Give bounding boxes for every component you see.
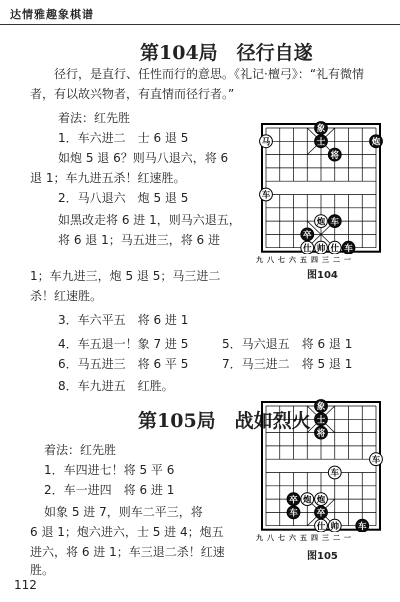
xiangqi-board-104 <box>258 120 384 254</box>
piece-label: 仕 <box>302 243 312 254</box>
piece-label: 卒 <box>302 230 312 241</box>
header-rule <box>0 24 400 25</box>
piece-label: 车 <box>289 508 298 519</box>
piece-label: 将 <box>316 428 326 439</box>
game-104-title: 第104局 径行自遂 <box>140 42 313 64</box>
game-104-move-4: 4．车五退一！象 7 进 5 <box>58 337 189 351</box>
piece-label: 炮 <box>316 217 326 228</box>
figure-105-label: 图105 <box>307 551 338 562</box>
figure-104-label: 图104 <box>307 270 338 281</box>
piece-label: 士 <box>316 415 326 426</box>
piece-label: 车 <box>371 455 381 466</box>
game-104-note-1a: 如炮 5 退 6？则马八退六，将 6 <box>58 151 229 165</box>
game-104-move-8: 8．车九进五 红胜。 <box>58 379 174 393</box>
page-number: 112 <box>14 578 37 592</box>
game-104-move-5: 5．马六退五 将 6 退 1 <box>222 337 353 351</box>
board-105 <box>258 398 384 532</box>
board-105-file-labels: 九八七六五四三二一 <box>256 534 355 542</box>
game-104-result: 着法：红先胜 <box>58 111 131 125</box>
piece-label: 将 <box>330 150 340 161</box>
game-104-intro: 径行，是直行、任性而行的意思。《礼记·檀弓》：“礼有微情者，有以故兴物者，有直情而径行者。” <box>30 67 365 101</box>
game-105-note-1d: 胜。 <box>30 563 55 577</box>
game-104-move-7: 7．马三进二 将 5 退 1 <box>222 357 353 371</box>
piece-label: 车 <box>330 468 340 479</box>
piece-label: 象 <box>316 124 326 135</box>
game-105-note-1b: 6 退 1；炮六进六，士 5 进 4；炮五 <box>30 525 224 539</box>
xiangqi-board-105 <box>258 398 384 532</box>
game-105-move-2: 2．车一进四 将 6 进 1 <box>44 483 175 497</box>
game-104-move-3: 3．车六平五 将 6 进 1 <box>58 313 189 327</box>
piece-label: 车 <box>261 190 271 201</box>
board-104-file-labels: 九八七六五四三二一 <box>256 256 355 264</box>
game-104-move-6: 6．马五进三 将 6 平 5 <box>58 357 189 371</box>
piece-label: 帅 <box>330 521 340 532</box>
game-105-note-1a: 如象 5 进 7，则车二平三，将 <box>44 505 203 519</box>
game-105-result: 着法：红先胜 <box>44 443 117 457</box>
piece-label: 帅 <box>316 243 326 254</box>
board-104 <box>258 120 384 254</box>
game-105-move-1: 1．车四进七！将 5 平 6 <box>44 463 175 477</box>
piece-label: 卒 <box>316 508 326 519</box>
game-104-note-2c: 杀！红速胜。 <box>30 289 103 303</box>
piece-label: 炮 <box>371 137 381 148</box>
piece-label: 马 <box>261 137 271 148</box>
game-104-move-2: 2．马八退六 炮 5 退 5 <box>58 191 189 205</box>
game-105-title: 第105局 战如烈火 <box>138 410 311 432</box>
piece-label: 象 <box>316 402 326 413</box>
piece-label: 士 <box>316 137 326 148</box>
piece-label: 车 <box>330 217 340 228</box>
piece-label: 炮 <box>302 495 312 506</box>
piece-label: 卒 <box>289 495 298 506</box>
piece-label: 车 <box>344 243 353 254</box>
running-header: 达情雅趣象棋谱 <box>10 8 94 21</box>
game-104-note-2a: 如黑改走将 6 进 1，则马六退五，将 6 退 1；马五进三，将 6 进 <box>58 213 241 247</box>
game-104-note-2b: 1；车九进三，炮 5 退 5；马三进二 <box>30 269 221 283</box>
game-105-note-1c: 进六，将 6 进 1；车三退二杀！红速 <box>30 545 225 559</box>
piece-label: 仕 <box>316 521 326 532</box>
game-104-note-1b: 退 1；车九进五杀！红速胜。 <box>30 171 186 185</box>
piece-label: 仕 <box>330 243 340 254</box>
game-104-move-1: 1．车六进二 士 6 退 5 <box>58 131 189 145</box>
piece-label: 炮 <box>316 495 326 506</box>
piece-label: 车 <box>357 521 367 532</box>
